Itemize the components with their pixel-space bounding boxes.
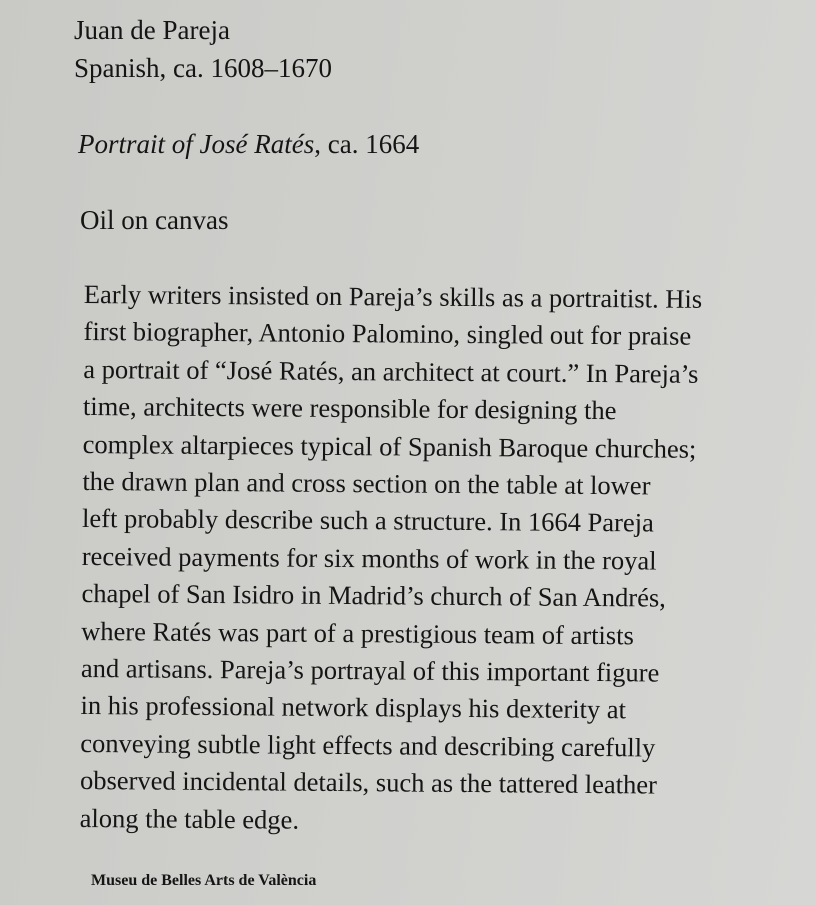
description-line: along the table edge.: [79, 802, 300, 835]
artwork-date: , ca. 1664: [314, 129, 420, 159]
artwork-medium: Oil on canvas: [80, 205, 229, 235]
artist-nationality-dates: Spanish, ca. 1608–1670: [74, 53, 332, 83]
description-line: observed incidental details, such as the tattered leather: [79, 765, 658, 800]
description-line: in his professional network displays his dexterity at: [80, 690, 627, 725]
artwork-title: Portrait of José Ratés: [78, 129, 315, 159]
description-line: a portrait of “José Ratés, an architect at court.” In Pareja’s: [83, 353, 699, 389]
description-line: left probably describe such a structure. In 1664 Pareja: [81, 503, 654, 538]
description-line: received payments for six months of work in the royal: [81, 540, 657, 576]
artist-name: Juan de Pareja: [74, 15, 230, 45]
description-text: [80, 276, 784, 843]
description-line: conveying subtle light effects and describing carefully: [80, 727, 656, 763]
museum-credit: Museu de Belles Arts de València: [91, 872, 317, 889]
description-line: Early writers insisted on Pareja’s skills as a portraitist. His: [83, 278, 703, 314]
description-line: time, architects were responsible for designing the: [82, 391, 617, 426]
artist-block: [74, 11, 332, 87]
artwork-title-line: [78, 126, 419, 162]
description-line: complex altarpieces typical of Spanish Baroque churches;: [82, 428, 697, 464]
description-line: and artisans. Pareja’s portrayal of this important figure: [80, 653, 660, 688]
description-line: the drawn plan and cross section on the table at lower: [82, 466, 651, 501]
description-line: first biographer, Antonio Palomino, singled out for praise: [83, 316, 692, 352]
description-line: where Ratés was part of a prestigious team of artists: [81, 615, 634, 650]
description-line: chapel of San Isidro in Madrid’s church of San Andrés,: [81, 578, 666, 613]
